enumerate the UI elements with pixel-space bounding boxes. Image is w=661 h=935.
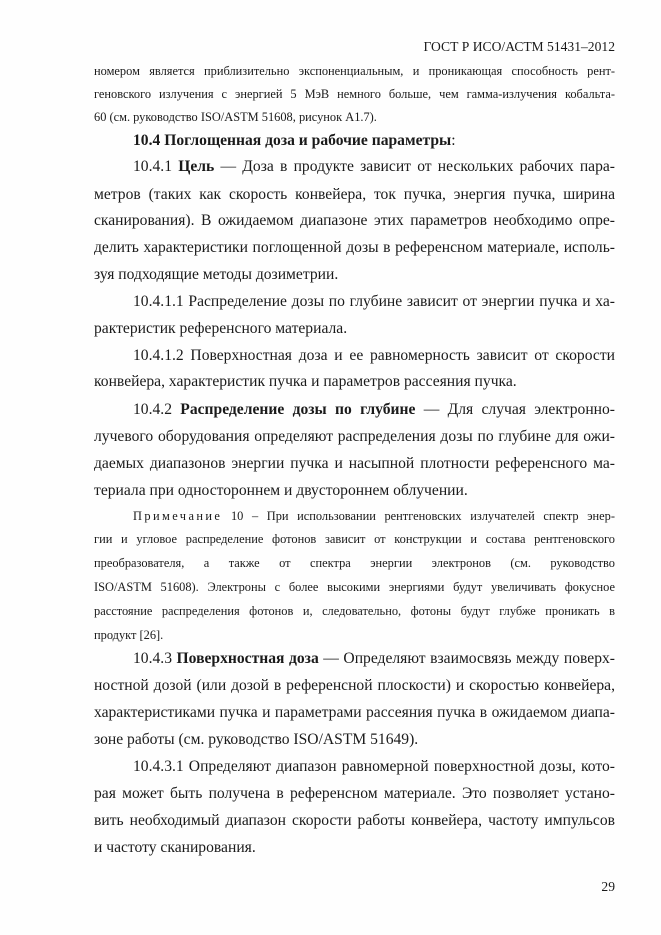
paragraph-10-4-2-line: даемых диапазонов энергии пучка и насыпной плотности референсного ма- [94, 455, 615, 472]
clause-text: — Доза в продукте зависит от нескольких рабочих пара- [220, 158, 615, 175]
paragraph-10-4-2-line [133, 402, 615, 418]
intro-line: номером является приблизительно экспоненциальным, и проникающая способность рент- [94, 64, 615, 78]
paragraph-10-4-1-line: сканирования). В ожидаемом диапазоне этих параметров необходимо опре- [94, 212, 615, 229]
clause-term: Поверхностная доза [176, 650, 319, 667]
paragraph-10-4-3-1-line: рая может быть получена в референсном материале. Это позволяет устано- [94, 785, 615, 802]
note-line: ISO/ASTM 51608). Электроны с более высокими энергиями будут увеличивать фокусное [94, 580, 615, 594]
paragraph-10-4-2-line: лучевого оборудования определяют распределения дозы по глубине для ожи- [94, 428, 615, 445]
clause-number: 10.4.1 [133, 158, 172, 175]
intro-line: геновского излучения с энергией 5 МэВ немного больше, чем гамма-излучения кобальта- [94, 87, 615, 101]
paragraph-10-4-2-line: териала при одностороннем и двустороннем облучении. [94, 482, 468, 499]
paragraph-10-4-3-line: зоне работы (см. руководство ISO/ASTM 51649). [94, 731, 419, 748]
paragraph-10-4-1-1-line: рактеристик референсного материала. [94, 320, 348, 337]
intro-line: 60 (см. руководство ISO/ASTM 51608, рисунок А1.7). [94, 110, 377, 124]
note-line: гии и угловое распределение фотонов зависит от конструкции и состава рентгеновского [94, 532, 615, 546]
running-header: ГОСТ Р ИСО/АСТМ 51431–2012 [423, 39, 615, 54]
clause-text: — Для случая электронно- [423, 401, 615, 418]
note-line: преобразователя, а также от спектра энергии электронов (см. руководство [94, 556, 615, 570]
paragraph-10-4-1-line: зуя подходящие методы дозиметрии. [94, 266, 339, 283]
clause-text: — Определяют взаимосвязь между поверх- [323, 650, 616, 667]
paragraph-10-4-3-1-line: и частоту сканирования. [94, 839, 256, 856]
page-number: 29 [601, 879, 615, 894]
section-heading [133, 133, 456, 149]
paragraph-10-4-3-1-line: 10.4.3.1 Определяют диапазон равномерной поверхностной дозы, кото- [133, 758, 615, 775]
paragraph-10-4-3-line [133, 651, 615, 667]
note-line: расстояние распределения фотонов и, следовательно, фотоны будут глубже проникать в [94, 604, 615, 618]
note-line [133, 510, 615, 522]
paragraph-10-4-3-line: характеристиками пучка и параметрами рассеяния пучка в ожидаемом диапа- [94, 704, 615, 721]
paragraph-10-4-1-line: метров (таких как скорость конвейера, ток пучка, энергия пучка, ширина [94, 186, 615, 203]
note-text: 10 – При использовании рентгеновских излучателей спектр энер- [230, 509, 615, 523]
paragraph-10-4-1-2-line: конвейера, характеристик пучка и параметров рассеяния пучка. [94, 373, 517, 390]
paragraph-10-4-3-line: ностной дозой (или дозой в референсной плоскости) и скоростью конвейера, [94, 677, 615, 694]
clause-number: 10.4.3 [133, 650, 172, 667]
paragraph-10-4-1-line: делить характеристики поглощенной дозы в референсном материале, исполь- [94, 239, 615, 256]
paragraph-10-4-1-2-line: 10.4.1.2 Поверхностная доза и ее равномерность зависит от скорости [133, 347, 615, 364]
section-heading-colon: : [451, 132, 456, 149]
note-line: продукт [26]. [94, 628, 164, 642]
note-label: Примечание [133, 509, 223, 523]
clause-term: Цель [178, 158, 215, 175]
paragraph-10-4-1-line [133, 159, 615, 175]
section-heading-text: 10.4 Поглощенная доза и рабочие параметры [133, 132, 452, 149]
paragraph-10-4-3-1-line: вить необходимый диапазон скорости работы конвейера, частоту импульсов [94, 812, 615, 829]
paragraph-10-4-1-1-line: 10.4.1.1 Распределение дозы по глубине зависит от энергии пучка и ха- [133, 293, 615, 310]
clause-number: 10.4.2 [133, 401, 172, 418]
clause-term: Распределение дозы по глубине [180, 401, 416, 418]
